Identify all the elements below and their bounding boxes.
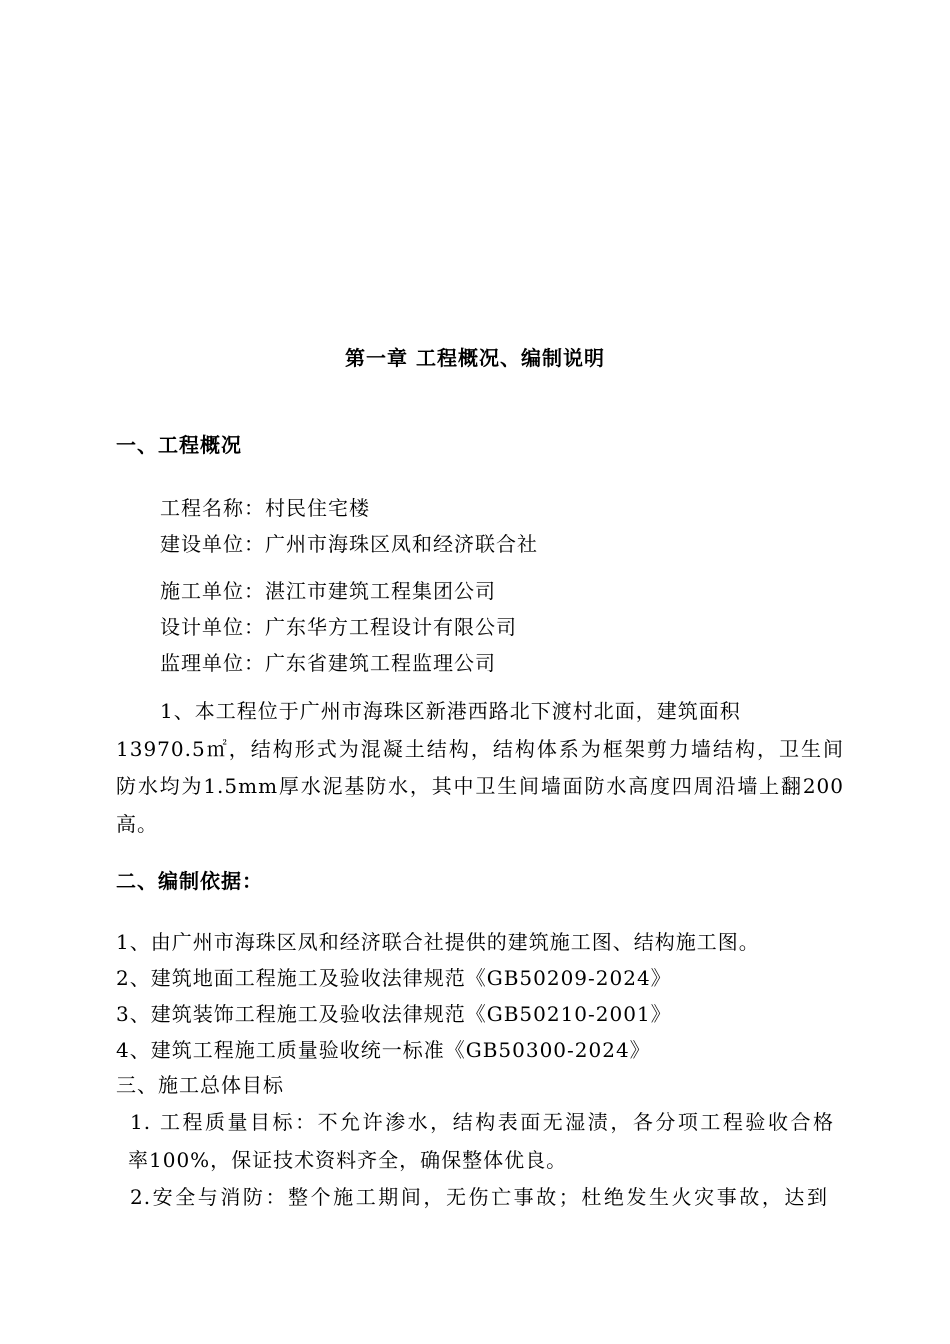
field-project-name: 工程名称：村民住宅楼 [160, 496, 370, 520]
basis-item-4: 4、建筑工程施工质量验收统一标准《GB50300-2024》 [116, 1038, 651, 1062]
paragraph-line-3: 防水均为1.5mm厚水泥基防水，其中卫生间墙面防水高度四周沿墙上翻200 [116, 774, 844, 798]
field-supervisor: 监理单位：广东省建筑工程监理公司 [160, 651, 496, 675]
section1-heading: 一、工程概况 [116, 433, 242, 457]
field-client: 建设单位：广州市海珠区凤和经济联合社 [160, 532, 538, 556]
paragraph-line-2: 13970.5㎡，结构形式为混凝土结构，结构体系为框架剪力墙结构，卫生间 [116, 737, 844, 761]
field-contractor: 施工单位：湛江市建筑工程集团公司 [160, 579, 496, 603]
field-designer: 设计单位：广东华方工程设计有限公司 [160, 615, 517, 639]
paragraph-line-4: 高。 [116, 812, 158, 836]
goal-line-1: 1. 工程质量目标：不允许渗水，结构表面无湿渍，各分项工程验收合格 [130, 1110, 834, 1134]
basis-item-3: 3、建筑装饰工程施工及验收法律规范《GB50210-2001》 [116, 1002, 672, 1026]
chapter-title: 第一章 工程概况、编制说明 [345, 346, 605, 370]
section3-heading: 三、施工总体目标 [116, 1073, 284, 1097]
goal-line-2: 率100%，保证技术资料齐全，确保整体优良。 [128, 1148, 568, 1172]
goal-line-3: 2.安全与消防：整个施工期间，无伤亡事故；杜绝发生火灾事故，达到 [130, 1185, 828, 1209]
basis-item-2: 2、建筑地面工程施工及验收法律规范《GB50209-2024》 [116, 966, 672, 990]
section2-heading: 二、编制依据： [116, 869, 263, 893]
paragraph-line-1: 1、本工程位于广州市海珠区新港西路北下渡村北面，建筑面积 [160, 699, 741, 723]
basis-item-1: 1、由广州市海珠区凤和经济联合社提供的建筑施工图、结构施工图。 [116, 930, 760, 954]
